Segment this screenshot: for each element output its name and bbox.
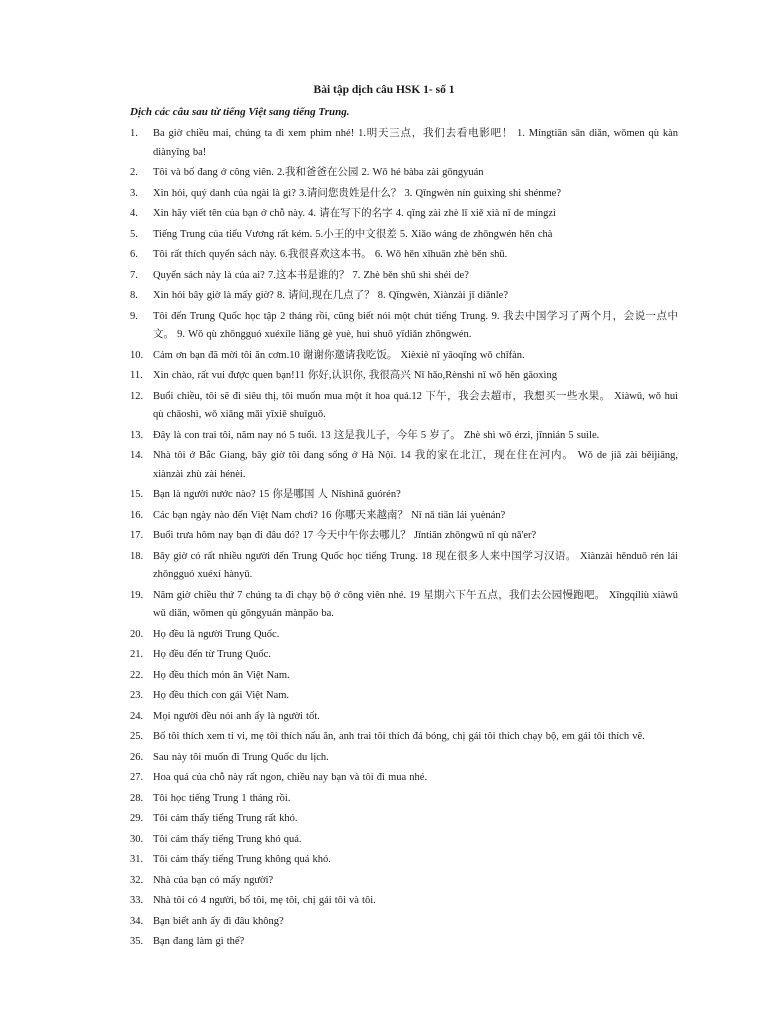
document-instruction: Dịch các câu sau từ tiếng Việt sang tiếng Trung. [130,106,350,118]
exercise-list [0,125,768,954]
exercise-text: Nhà tôi có 4 người, bố tôi, mẹ tôi, chị gái tôi và tôi. [153,895,376,906]
exercise-item [0,548,768,585]
exercise-number: 9. [130,310,138,322]
exercise-item [0,205,768,224]
exercise-item [0,427,768,446]
exercise-text: Tôi cảm thấy tiếng Trung khó quá. [153,833,302,845]
exercise-item [0,790,768,809]
exercise-text: Buổi chiều, tôi sẽ đi siêu thị, tôi muốn mua một ít hoa quả.12 下午，我会去超市，我想买一些水果。 Xiàwǔ, wǒ huì qù chāoshì, wǒ xiǎng mǎi yīxiē shuǐguǒ. [153,390,678,420]
exercise-number: 21. [130,649,144,660]
exercise-item [0,185,768,204]
exercise-item [0,125,768,162]
exercise-text: Các bạn ngày nào đến Việt Nam chơi? 16 你哪天来越南？ Nǐ nǎ tiān lái yuènán? [153,509,506,521]
exercise-number: 22. [130,669,144,681]
exercise-number: 7. [130,269,138,281]
exercise-number: 32. [130,874,144,886]
exercise-item [0,708,768,727]
exercise-number: 1. [130,128,138,139]
exercise-text: Ba giờ chiều mai, chúng ta đi xem phim nhé! 1.明天三点，我们去看电影吧！ 1. Míngtiān sān diǎn, wǒmen qù kàn diànyǐng ba! [153,128,678,158]
exercise-text: Tôi học tiếng Trung 1 tháng rồi. [153,792,291,804]
exercise-text: Tôi đến Trung Quốc học tập 2 tháng rồi, cũng biết nói một chút tiếng Trung. 9. 我去中国学习了两个月，会说一点中文。 9. Wǒ qù zhōngguó xuéxíle liǎng gè yuè, huì shuō yīdiǎn zhōngwén. [153,310,678,340]
exercise-item [0,872,768,891]
exercise-text: Nhà tôi ở Bắc Giang, bây giờ tôi đang sống ở Hà Nội. 14 我的家在北江，现在住在河内。 Wǒ de jiā zài běijiāng, xiànzài zhù zài hénèi. [153,450,678,480]
exercise-number: 14. [130,450,144,461]
exercise-item [0,646,768,665]
exercise-number: 16. [130,509,144,521]
exercise-item [0,388,768,425]
exercise-text: Xin hỏi bây giờ là mấy giờ? 8. 请问,现在几点了？ 8. Qǐngwèn, Xiànzài jǐ diǎnle? [153,290,508,301]
exercise-item [0,892,768,911]
exercise-text: Xin chào, rất vui được quen bạn!11 你好,认识你, 我很高兴 Nǐ hǎo,Rènshì nǐ wǒ hěn gāoxìng [153,370,557,381]
exercise-number: 30. [130,833,144,845]
document-title: Bài tập dịch câu HSK 1- số 1 [313,84,455,96]
exercise-number: 24. [130,710,144,722]
exercise-item [0,913,768,932]
exercise-item [0,810,768,829]
exercise-text: Đây là con trai tôi, năm nay nó 5 tuổi. 13 这是我儿子，今年 5 岁了。 Zhè shì wǒ érzi, jīnnián 5 suìle. [153,429,600,441]
exercise-text: Họ đều thích con gái Việt Nam. [153,690,290,701]
exercise-text: Bố tôi thích xem ti vi, mẹ tôi thích nấu ăn, anh trai tôi thích đá bóng, chị gái tôi thích chạy bộ, em gái tôi thích vẽ. [153,731,645,742]
exercise-text: Bạn đang làm gì thế? [153,936,245,947]
exercise-text: Hoa quả của chỗ này rất ngon, chiều nay bạn và tôi đi mua nhé. [153,772,428,783]
exercise-item [0,728,768,747]
exercise-text: Xin hỏi, quý danh của ngài là gì? 3.请问您贵姓是什么？ 3. Qǐngwèn nín guìxìng shì shénme? [153,187,561,199]
exercise-number: 20. [130,628,144,640]
exercise-item [0,164,768,183]
exercise-item [0,587,768,624]
exercise-item [0,226,768,245]
exercise-text: Năm giờ chiều thứ 7 chúng ta đi chạy bộ ở công viên nhé. 19 星期六下午五点，我们去公园慢跑吧。 Xīngqíliù xiàwǔ wǔ diǎn, wǒmen qù gōngyuán mànpǎo ba. [153,589,678,619]
exercise-text: Tôi và bố đang ở công viên. 2.我和爸爸在公园 2. Wǒ hé bàba zài gōngyuán [153,167,484,178]
exercise-text: Tôi cảm thấy tiếng Trung rất khó. [153,813,298,824]
exercise-number: 31. [130,854,144,865]
exercise-number: 29. [130,813,144,824]
exercise-text: Quyển sách này là của ai? 7.这本书是谁的？ 7. Zhè běn shū shì shéi de? [153,269,469,281]
exercise-text: Họ đều là người Trung Quốc. [153,628,280,640]
exercise-text: Bạn biết anh ấy đi đâu không? [153,915,284,927]
exercise-item [0,769,768,788]
exercise-item [0,287,768,306]
exercise-text: Cảm ơn bạn đã mời tôi ăn cơm.10 谢谢你邀请我吃饭。 Xièxiè nǐ yāoqǐng wǒ chīfàn. [153,349,525,361]
exercise-number: 3. [130,187,138,199]
exercise-number: 11. [130,370,143,381]
exercise-item [0,486,768,505]
exercise-number: 8. [130,290,138,301]
exercise-item [0,749,768,768]
exercise-text: Tiếng Trung của tiểu Vương rất kém. 5.小王的中文很差 5. Xiǎo wáng de zhōngwén hěn chà [153,228,553,240]
exercise-item [0,933,768,952]
exercise-number: 28. [130,792,144,804]
exercise-item [0,246,768,265]
exercise-item [0,667,768,686]
exercise-item [0,308,768,345]
exercise-text: Tôi cảm thấy tiếng Trung không quá khó. [153,854,331,865]
exercise-item [0,507,768,526]
exercise-number: 2. [130,167,138,178]
exercise-number: 26. [130,751,144,763]
exercise-text: Xin hãy viết tên của bạn ở chỗ này. 4. 请在写下的名字 4. qǐng zài zhè lǐ xiě xià nǐ de míngzì [153,208,556,219]
exercise-number: 23. [130,690,144,701]
exercise-item [0,626,768,645]
exercise-number: 5. [130,228,138,240]
exercise-item [0,447,768,484]
exercise-number: 12. [130,390,144,402]
exercise-number: 27. [130,772,144,783]
exercise-number: 18. [130,550,144,562]
exercise-text: Mọi người đều nói anh ấy là người tốt. [153,710,320,722]
exercise-number: 17. [130,530,144,541]
exercise-item [0,347,768,366]
exercise-item [0,831,768,850]
exercise-text: Sau này tôi muốn đi Trung Quốc du lịch. [153,751,329,763]
exercise-text: Họ đều đến từ Trung Quốc. [153,649,271,660]
exercise-item [0,851,768,870]
exercise-text: Bạn là người nước nào? 15 你是哪国 人 Nǐshìnǎ guórén? [153,489,401,500]
exercise-number: 34. [130,915,144,927]
exercise-text: Nhà của bạn có mấy người? [153,874,274,886]
exercise-number: 4. [130,208,138,219]
exercise-text: Bây giờ có rất nhiều người đến Trung Quốc học tiếng Trung. 18 现在很多人来中国学习汉语。 Xiànzài hěnduō rén lái zhōngguó xuéxí hànyǔ. [153,550,678,580]
exercise-item [0,687,768,706]
exercise-number: 10. [130,349,144,361]
exercise-number: 19. [130,589,144,601]
exercise-number: 13. [130,429,144,441]
exercise-number: 25. [130,731,144,742]
exercise-number: 35. [130,936,144,947]
exercise-text: Buổi trưa hôm nay bạn đi đâu đó? 17 今天中午你去哪儿？ Jīntiān zhōngwǔ nǐ qù nǎ'er? [153,530,537,541]
exercise-text: Tôi rất thích quyển sách này. 6.我很喜欢这本书。 6. Wǒ hěn xǐhuān zhè běn shū. [153,249,508,260]
exercise-item [0,267,768,286]
exercise-item [0,527,768,546]
exercise-number: 6. [130,249,138,260]
exercise-item [0,367,768,386]
exercise-text: Họ đều thích món ăn Việt Nam. [153,669,290,681]
exercise-number: 15. [130,489,144,500]
exercise-number: 33. [130,895,144,906]
